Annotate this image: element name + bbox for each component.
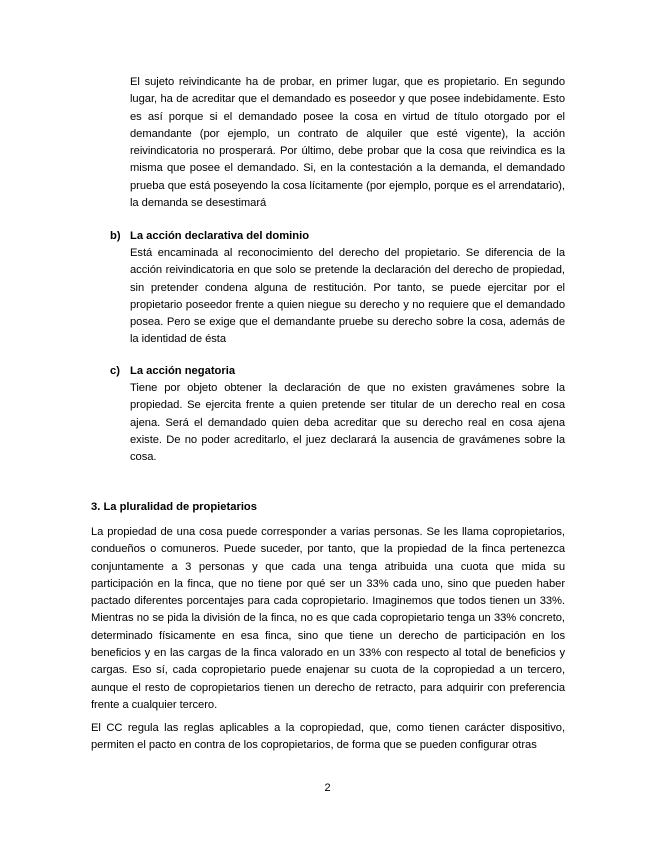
heading-accion-declarativa: La acción declarativa del dominio (130, 230, 310, 242)
page-number: 2 (324, 782, 331, 794)
paragraph-reivindicatoria-proof: El sujeto reivindicante ha de probar, en primer lugar, que es propietario. En segundo lugar, ha de acreditar que el demandado es poseedor y que posee indebidamente. Esto es así porque si el demandado posee la cosa en virtud de título otorgado por el demandante (por ejemplo, un contrato de alquiler que esté vigente), la acción reivindicatoria no prosperará. Por último, debe probar que la cosa que reivindica es la misma que posee el demandado. Si, en la contestación a la demanda, el demandado prueba que está poseyendo la cosa lícitamente (por ejemplo, porque es el arrendatario), la demanda se desestimará (130, 76, 565, 210)
paragraph-copropiedad: La propiedad de una cosa puede corresponder a varias personas. Se les llama copropietarios, condueños o comuneros. Puede suceder, por tanto, que la propiedad de la finca pertenezca conjuntamente a 3 personas y que cada una tenga atribuida una cuota que mida su participación en la finca, que no tiene por qué ser un 33% cada uno, sino que pueden haber pactado diferentes porcentajes para cada copropietario. Imaginemos que todos tienen un 33%. Mientras no se pida la división de la finca, no es que cada copropietario tenga un 33% concreto, determinado físicamente en esa finca, sino que tiene un derecho de participación en los beneficios y en las cargas de la finca valorado en un 33% con respecto al total de beneficios y cargas. Eso sí, cada copropietario puede enajenar su cuota de la copropiedad a un tercero, aunque el resto de copropietarios tienen un derecho de retracto, para adquirir con preferencia frente a cualquier tercero. (91, 526, 565, 711)
list-marker-b: b) (110, 230, 121, 242)
paragraph-accion-negatoria: Tiene por objeto obtener la declaración de que no existen gravámenes sobre la propiedad. Se ejercita frente a quien pretende ser titular de un derecho real en cosa ajena. Será el demandado quien deba acreditar que su derecho real en cosa ajena existe. De no poder acreditarlo, el juez declarará la ausencia de gravámenes sobre la cosa. (130, 382, 565, 464)
paragraph-reglas-copropiedad: El CC regula las reglas aplicables a la copropiedad, que, como tienen carácter dispositivo, permiten el pacto en contra de los copropietarios, de forma que se pueden configurar otras (91, 722, 565, 752)
paragraph-accion-declarativa: Está encaminada al reconocimiento del derecho del propietario. Se diferencia de la acción reivindicatoria en que solo se pretende la declaración del derecho de propiedad, sin pretender condena alguna de restitución. Por tanto, se puede ejercitar por el propietario poseedor frente a quien niegue su derecho y no requiere que el demandado posea. Pero se exige que el demandante pruebe su derecho sobre la cosa, además de la identidad de ésta (130, 247, 565, 346)
heading-pluralidad-propietarios: 3. La pluralidad de propietarios (91, 501, 257, 513)
list-marker-c: c) (110, 365, 120, 377)
heading-accion-negatoria: La acción negatoria (130, 365, 236, 377)
